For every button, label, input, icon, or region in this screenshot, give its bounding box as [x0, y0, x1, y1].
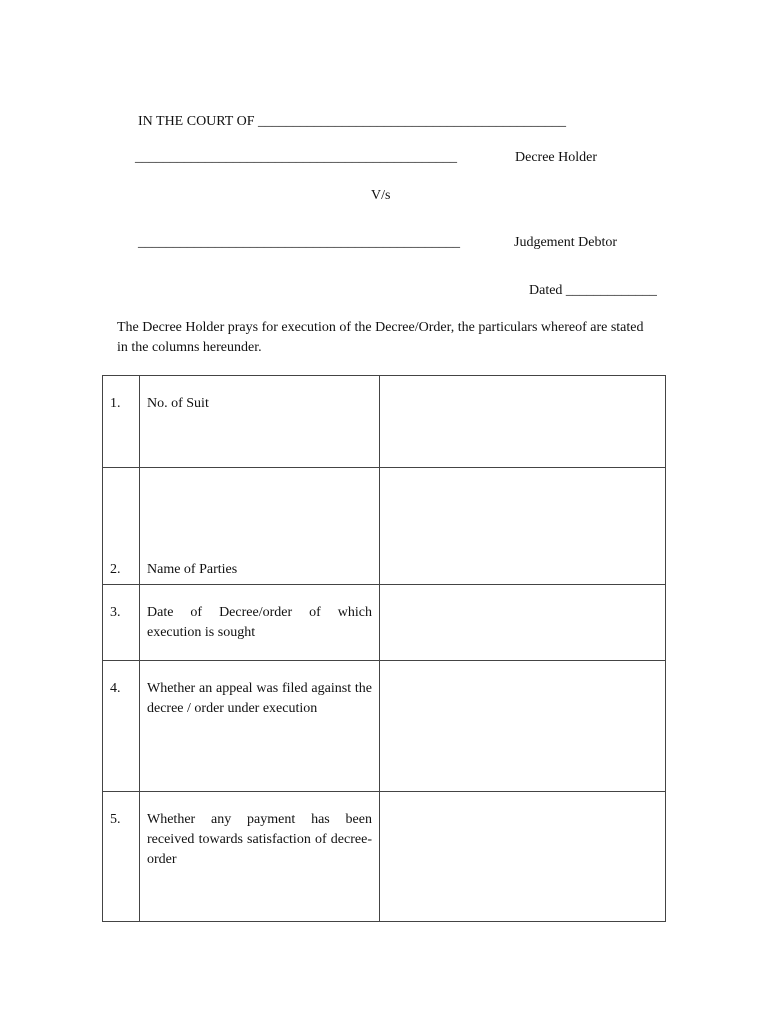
row-value-cell: [380, 792, 666, 922]
decree-holder-label: Decree Holder: [515, 150, 598, 165]
row-number: 3.: [110, 605, 121, 620]
particulars-table: [102, 375, 666, 922]
table-row: [103, 792, 666, 922]
row-description: Whether an appeal was filed against the decree / order under execution: [147, 681, 372, 716]
row-value-cell: [380, 376, 666, 468]
row-value-cell: [380, 585, 666, 661]
judgement-debtor-blank: ______________________________________________: [138, 235, 460, 250]
row-description-cell: [140, 661, 380, 792]
row-number-cell: [103, 661, 140, 792]
row-value: [380, 661, 665, 679]
dated-line: Dated _____________: [529, 283, 657, 298]
row-number: 4.: [110, 681, 121, 696]
row-description: No. of Suit: [147, 396, 209, 411]
row-number-cell: [103, 376, 140, 468]
court-line: IN THE COURT OF ____________________________________________: [138, 114, 566, 129]
row-value: [380, 468, 665, 486]
row-number-cell: [103, 585, 140, 661]
table-row: [103, 661, 666, 792]
row-description-cell: [140, 468, 380, 585]
table-row: [103, 585, 666, 661]
row-value-cell: [380, 661, 666, 792]
table-row: [103, 468, 666, 585]
row-description: Name of Parties: [147, 562, 238, 577]
table-row: [103, 376, 666, 468]
row-value-cell: [380, 468, 666, 585]
row-number: 1.: [110, 396, 121, 411]
prayer-paragraph: The Decree Holder prays for execution of the Decree/Order, the particulars whereof are stated in the columns hereunder.: [117, 320, 644, 355]
versus-label: V/s: [371, 188, 391, 203]
row-description-cell: [140, 585, 380, 661]
row-number-cell: [103, 468, 140, 585]
judgement-debtor-label: Judgement Debtor: [514, 235, 618, 250]
row-value: [380, 585, 665, 603]
row-description: Whether any payment has been received towards satisfaction of decree-order: [147, 812, 372, 867]
row-description-cell: [140, 792, 380, 922]
decree-holder-blank: ______________________________________________: [135, 150, 457, 165]
row-description: Date of Decree/order of which execution is sought: [147, 605, 372, 640]
row-value: [380, 376, 665, 394]
row-number: 5.: [110, 812, 121, 827]
row-number-cell: [103, 792, 140, 922]
row-number: 2.: [110, 562, 121, 577]
row-value: [380, 792, 665, 810]
row-description-cell: [140, 376, 380, 468]
